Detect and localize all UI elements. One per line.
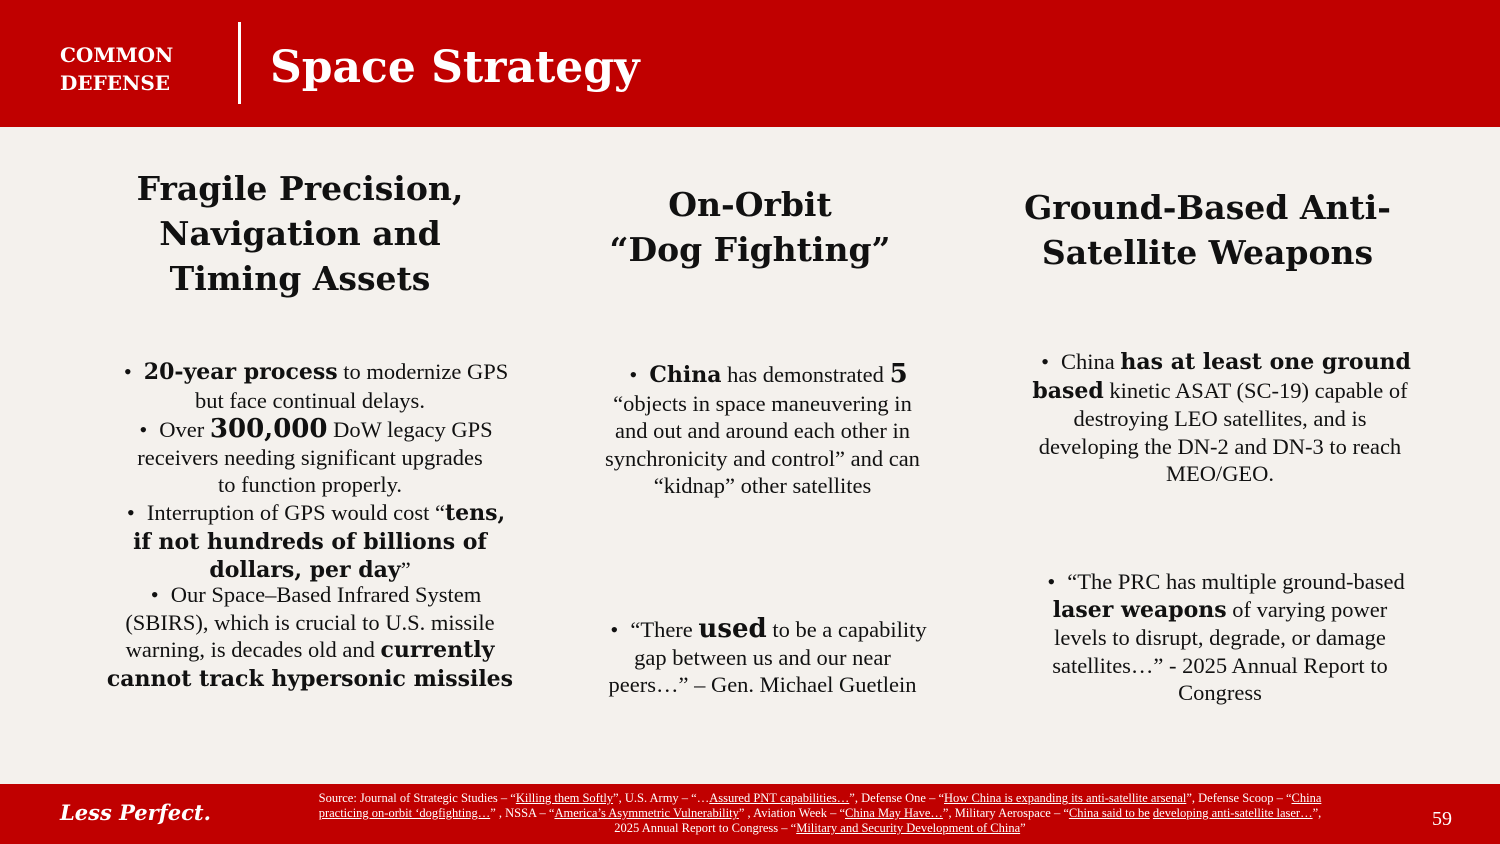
col1-bullet-sbirs: • Our Space–Based Infrared System (SBIRS), which is crucial to U.S. missile warning, is decades old and currently cannot track hypersonic missiles xyxy=(106,582,514,692)
col3-bullet-laser-weapons: • “The PRC has multiple ground-based laser weapons of varying power levels to disrupt, degrade, or damage satellites…” - 2025 Annual Report to Congress xyxy=(1047,569,1405,705)
footer-tagline: Less Perfect. xyxy=(60,800,211,825)
source-link[interactable]: China said to be xyxy=(1068,806,1150,820)
source-link[interactable]: Killing them Softly xyxy=(515,791,614,805)
source-citations: Source: Journal of Strategic Studies – “Killing them Softly”, U.S. Army – “…Assured PNT capabilities…”, Defense One – “How China is expanding its anti-satellite arsenal”, Defense Scoop – “China practicing on-orbit ‘dogfighting…” , NSSA – “America’s Asymmetric Vulnerability” , Aviation Week – “China May Have…”, Military Aerospace – “China said to be developing anti-satellite laser…”, 2025 Annual Report to Congress – “Military and Security Development of China” xyxy=(318,791,1322,835)
col1-bullet-gps-modernize: • 20-year process to modernize GPS but face continual delays. xyxy=(123,359,509,413)
slide-title: Space Strategy xyxy=(270,42,640,93)
col1-bullet-gps-receivers: • Over 300,000 DoW legacy GPS receivers needing significant upgrades to function properly. xyxy=(137,414,493,497)
source-link[interactable]: America’s Asymmetric Vulnerability xyxy=(554,806,739,820)
col3-bullet-asat: • China has at least one ground based kinetic ASAT (SC-19) capable of destroying LEO satellites, and is developing the DN-2 and DN-3 to reach MEO/GEO. xyxy=(1032,349,1411,486)
col1-heading: Fragile Precision, Navigation and Timing Assets xyxy=(136,169,464,298)
source-link[interactable]: developing anti-satellite laser… xyxy=(1152,806,1313,820)
source-link[interactable]: How China is expanding its anti-satellite arsenal xyxy=(944,791,1187,805)
source-link[interactable]: China practicing on-orbit ‘dogfighting… xyxy=(318,791,1322,820)
source-link[interactable]: China May Have… xyxy=(845,806,943,820)
col2-bullet-china-objects: • China has demonstrated 5 “objects in space maneuvering in and out and around each other in synchronicity and control” and can “kidnap” other satellites xyxy=(605,359,920,498)
col3-heading: Ground-Based Anti- Satellite Weapons xyxy=(1024,188,1391,272)
source-link[interactable]: Military and Security Development of China xyxy=(796,821,1021,835)
brand-logo: COMMON DEFENSE xyxy=(60,43,174,95)
header-divider xyxy=(238,22,241,104)
header-bar xyxy=(0,0,1500,127)
col1-bullet-gps-cost: • Interruption of GPS would cost “tens, if not hundreds of billions of dollars, per day” xyxy=(126,500,506,583)
col2-bullet-guetlein-quote: • “There used to be a capability gap between us and our near peers…” – Gen. Michael Guetlein xyxy=(608,614,927,697)
page-number: 59 xyxy=(1432,808,1452,830)
source-link[interactable]: Assured PNT capabilities… xyxy=(709,791,850,805)
col2-heading: On-Orbit “Dog Fighting” xyxy=(609,185,891,269)
